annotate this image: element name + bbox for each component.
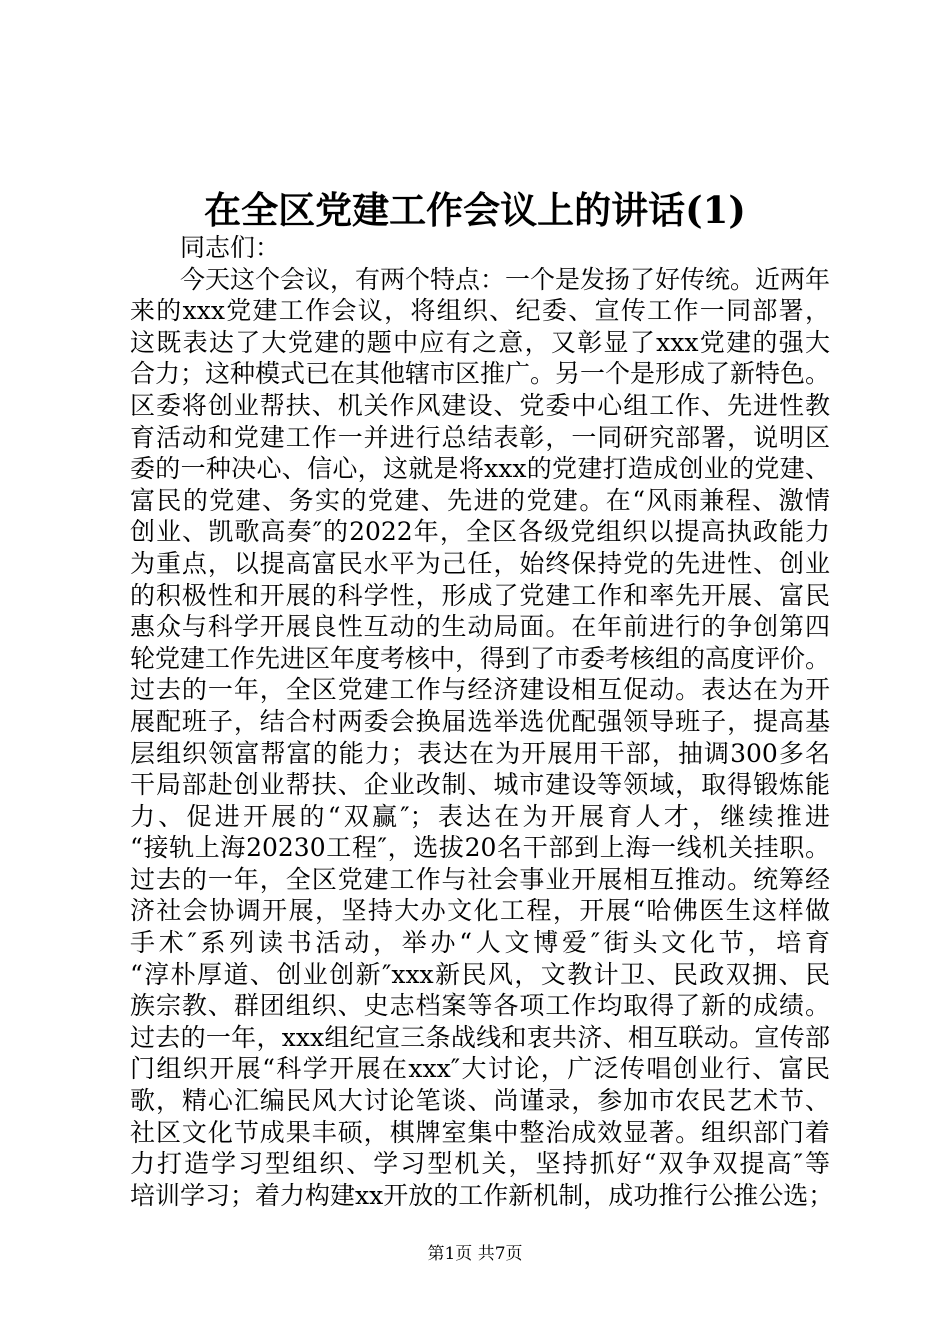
text-line: 力、促进开展的“双赢″；表达在为开展育人才，继续推进 (130, 801, 830, 831)
text-line: 层组织领富帮富的能力；表达在为开展用干部，抽调300多名 (130, 738, 830, 768)
text-line: 过去的一年，全区党建工作与经济建设相互促动。表达在为开 (130, 675, 830, 705)
document-body (130, 232, 834, 1211)
text-line: 歌，精心汇编民风大讨论笔谈、尚谨录，参加市农民艺术节、 (130, 1086, 830, 1116)
text-line: 族宗教、群团组织、史志档案等各项工作均取得了新的成绩。 (130, 991, 830, 1021)
document-title: 在全区党建工作会议上的讲话(1) (204, 188, 746, 232)
text-line: 的积极性和开展的科学性，形成了党建工作和率先开展、富民 (130, 580, 830, 610)
text-line: “淳朴厚道、创业创新″xxx新民风，文教计卫、民政双拥、民 (130, 959, 830, 989)
text-line: 富民的党建、务实的党建、先进的党建。在“风雨兼程、激情 (130, 485, 830, 515)
text-line: 轮党建工作先进区年度考核中，得到了市委考核组的高度评价。 (130, 643, 831, 673)
text-line: 为重点，以提高富民水平为己任，始终保持党的先进性、创业 (130, 548, 830, 578)
text-line: 培训学习；着力构建xx开放的工作新机制，成功推行公推公选； (130, 1180, 834, 1210)
text-line: 创业、凯歌高奏″的2022年，全区各级党组织以提高执政能力 (130, 517, 830, 547)
text-line: 惠众与科学开展良性互动的生动局面。在年前进行的争创第四 (130, 612, 830, 642)
text-line: 今天这个会议，有两个特点：一个是发扬了好传统。近两年 (180, 264, 831, 294)
text-line: 来的xxx党建工作会议，将组织、纪委、宣传工作一同部署， (130, 296, 830, 326)
text-line: 育活动和党建工作一并进行总结表彰，一同研究部署，说明区 (130, 422, 830, 452)
text-line: 门组织开展“科学开展在xxx″大讨论，广泛传唱创业行、富民 (130, 1054, 830, 1084)
text-line: 济社会协调开展，坚持大办文化工程，开展“哈佛医生这样做 (130, 896, 830, 926)
text-line: “接轨上海20230工程″，选拔20名干部到上海一线机关挂职。 (130, 833, 830, 863)
text-line: 委的一种决心、信心，这就是将xxx的党建打造成创业的党建、 (130, 454, 830, 484)
text-line: 社区文化节成果丰硕，棋牌室集中整治成效显著。组织部门着 (130, 1117, 830, 1147)
text-line: 过去的一年，全区党建工作与社会事业开展相互推动。统筹经 (130, 864, 830, 894)
body-paragraph (130, 264, 834, 1212)
text-line: 手术″系列读书活动，举办“人文博爱″街头文化节，培育 (130, 928, 830, 958)
salutation: 同志们： (180, 233, 281, 262)
text-line: 这既表达了大党建的题中应有之意，又彰显了xxx党建的强大 (130, 327, 830, 357)
text-line: 展配班子，结合村两委会换届选举选优配强领导班子，提高基 (130, 706, 830, 736)
page-number: 第1页 共7页 (427, 1244, 523, 1264)
text-line: 过去的一年，xxx组纪宣三条战线和衷共济、相互联动。宣传部 (130, 1022, 830, 1052)
text-line: 力打造学习型组织、学习型机关，坚持抓好“双争双提高″等 (130, 1149, 830, 1179)
text-line: 干局部赴创业帮扶、企业改制、城市建设等领域，取得锻炼能 (130, 770, 830, 800)
text-line: 合力；这种模式已在其他辖市区推广。另一个是形成了新特色。 (130, 359, 831, 389)
text-line: 区委将创业帮扶、机关作风建设、党委中心组工作、先进性教 (130, 390, 830, 420)
